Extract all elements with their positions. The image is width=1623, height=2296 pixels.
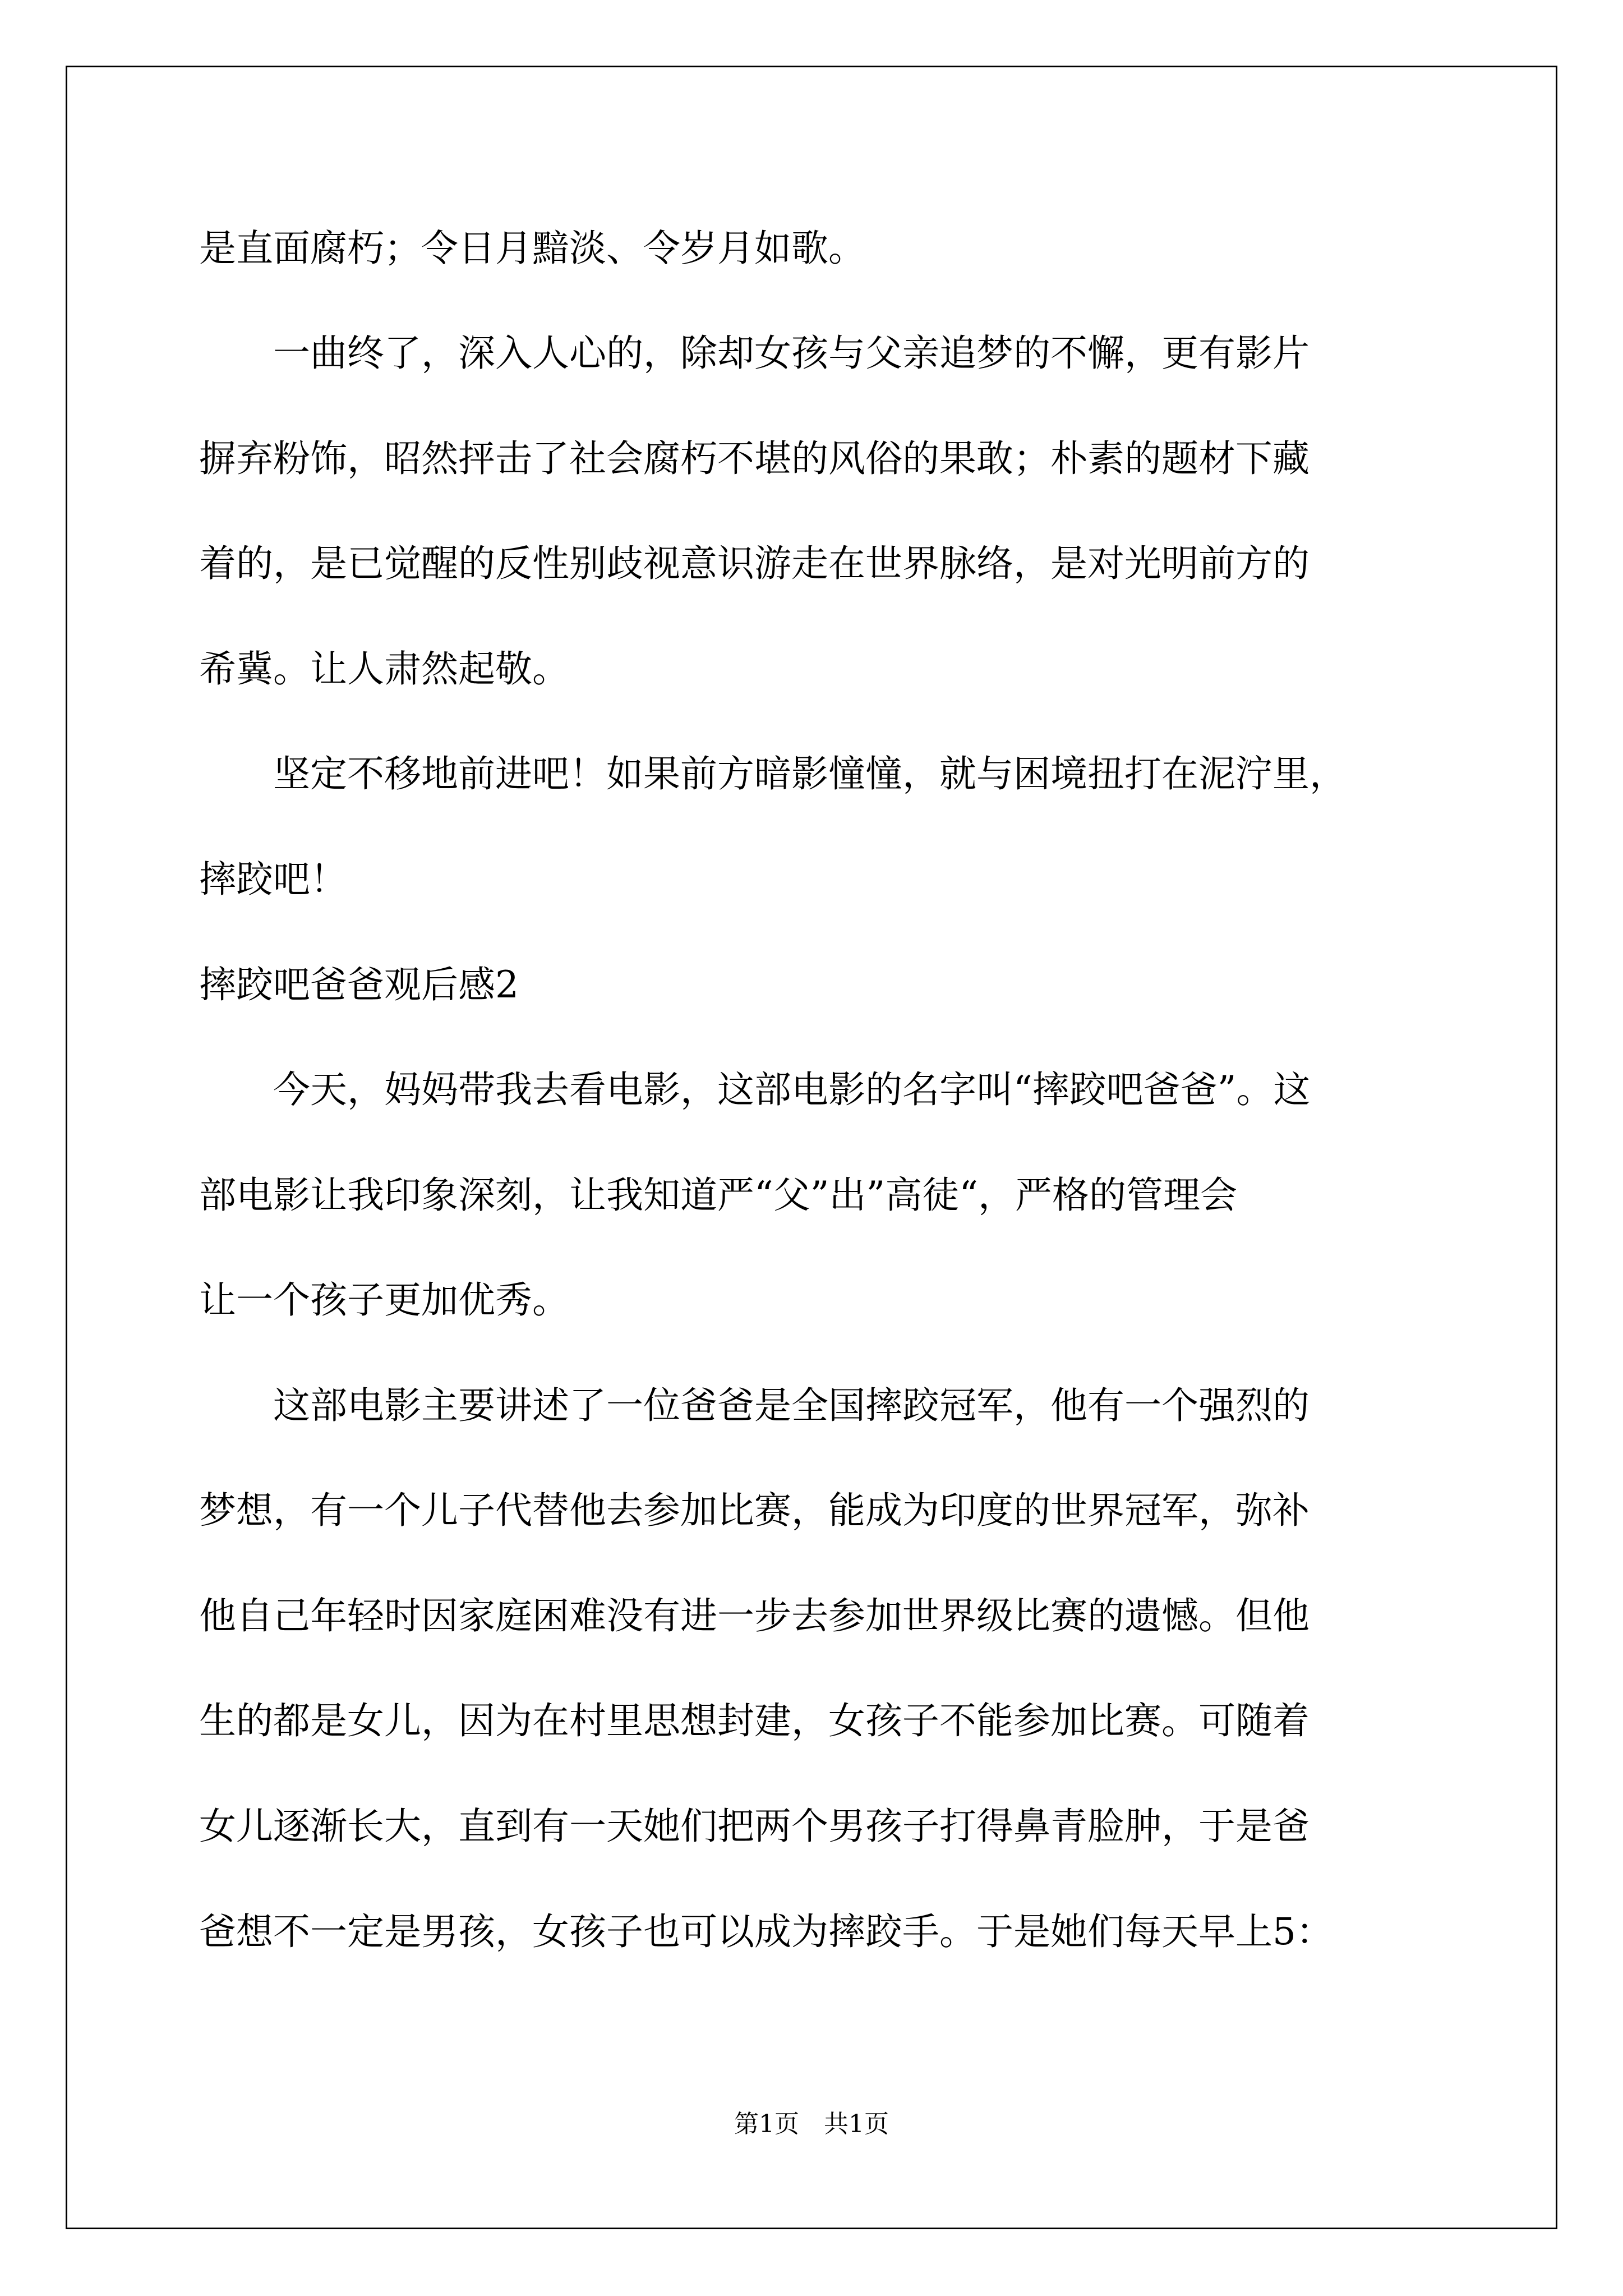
text-line: 希冀。让人肃然起敬。 [199, 647, 569, 691]
text-line: 摒弃粉饰，昭然抨击了社会腐朽不堪的风俗的果敢；朴素的题材下藏 [199, 437, 1310, 480]
text-line: 他自己年轻时因家庭困难没有进一步去参加世界级比赛的遗憾。但他 [199, 1594, 1310, 1637]
text-line: 部电影让我印象深刻，让我知道严“父”出”高徒“，严格的管理会 [199, 1174, 1237, 1217]
text-line: 女儿逐渐长大，直到有一天她们把两个男孩子打得鼻青脸肿，于是爸 [199, 1805, 1310, 1848]
page-border [66, 66, 1557, 2229]
text-line: 一曲终了，深入人心的，除却女孩与父亲追梦的不懈，更有影片 [199, 332, 1310, 375]
text-line: 是直面腐朽；令日月黯淡、令岁月如歌。 [199, 227, 865, 270]
text-line: 坚定不移地前进吧！如果前方暗影憧憧，就与困境扭打在泥泞里， [199, 752, 1347, 795]
text-line: 这部电影主要讲述了一位爸爸是全国摔跤冠军，他有一个强烈的 [199, 1384, 1310, 1427]
page-number-footer: 第1页 共1页 [734, 2110, 889, 2138]
text-line: 让一个孩子更加优秀。 [199, 1278, 569, 1322]
text-line: 爸想不一定是男孩，女孩子也可以成为摔跤手。于是她们每天早上5： [199, 1910, 1333, 1953]
section-heading: 摔跤吧爸爸观后感2 [199, 963, 519, 1006]
text-line: 梦想，有一个儿子代替他去参加比赛，能成为印度的世界冠军，弥补 [199, 1489, 1310, 1532]
text-line: 摔跤吧！ [199, 858, 347, 901]
text-line: 今天，妈妈带我去看电影，这部电影的名字叫“摔跤吧爸爸”。这 [199, 1068, 1311, 1111]
text-line: 生的都是女儿，因为在村里思想封建，女孩子不能参加比赛。可随着 [199, 1699, 1310, 1742]
text-line: 着的，是已觉醒的反性别歧视意识游走在世界脉络，是对光明前方的 [199, 542, 1310, 585]
